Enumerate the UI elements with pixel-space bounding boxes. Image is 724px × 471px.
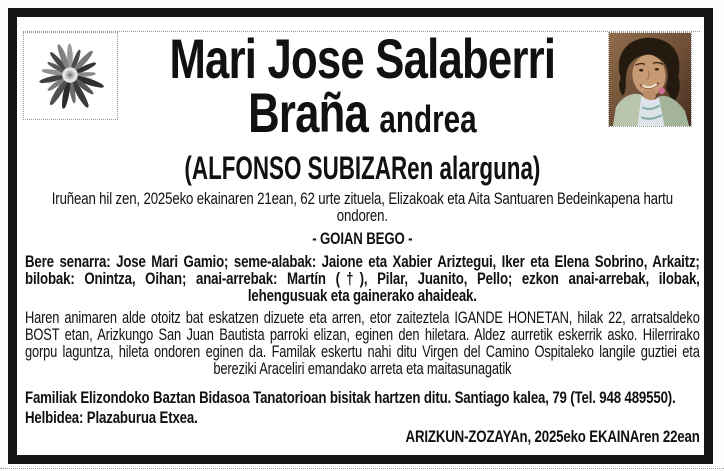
death-details-line: Iruñean hil zen, 2025eko ekainaren 21ean, 62 urte zituela, Elizakoak eta Aita Santuaren Bedeinkapena hartu ondoren. — [51, 189, 673, 225]
funeral-announcement-line: Haren animaren alde otoitz bat eskatzen dizuete eta arren, etor zaiteztela IGANDE HONETAN, hilak 22, arratsaldeko BOST etan, Arizkungo San Juan Bautista parroki elizan, eginen den hiletara. Aldez aurretik eskerrik asko. Hilerrirako gorpu laguntza, hileta ondoren eginen da. Familak eskertu nahi ditu Virgen del Camino Ospitaleko langile guztiei eta bereziki Araceliri emandako arreta eta maitasunagatik — [25, 309, 700, 378]
place-date-signature: ARIZKUN-ZOZAYAn, 2025eko EKAINAren 22ean — [405, 427, 700, 446]
tanatorio-visits-line: Familiak Elizondoko Baztan Bidasoa Tanatorioan bisitak hartzen ditu. Santiago kalea, 79 (Tel. 948 489550). — [25, 388, 676, 407]
address-line: Helbidea: Plazaburua Etxea. — [25, 408, 198, 427]
notice-content — [25, 27, 700, 446]
honorific-andrea: andrea — [379, 99, 477, 141]
family-members-line: Bere senarra: Jose Mari Gamio; seme-alabak: Jaione eta Xabier Ariztegui, Iker eta Elena Sobrino, Arkaitz; bilobak: Onintza, Oihan; anai-arrebak: Martín (†), Pilar, Juanito, Pello; ezkon anai-arrebak, ilobak, lehengusuak eta gainerako ahaideak. — [25, 252, 700, 305]
deceased-name-line1: Mari Jose Salaberri — [169, 27, 556, 90]
deceased-name-line2 — [25, 81, 700, 146]
bottom-dotted-cut-line — [0, 468, 724, 469]
deceased-surname: Braña — [248, 81, 369, 144]
motto-goian-bego: - GOIAN BEGO - — [312, 229, 413, 248]
widow-of-line: (ALFONSO SUBIZARen alarguna) — [184, 150, 541, 186]
notice-frame — [8, 8, 713, 464]
